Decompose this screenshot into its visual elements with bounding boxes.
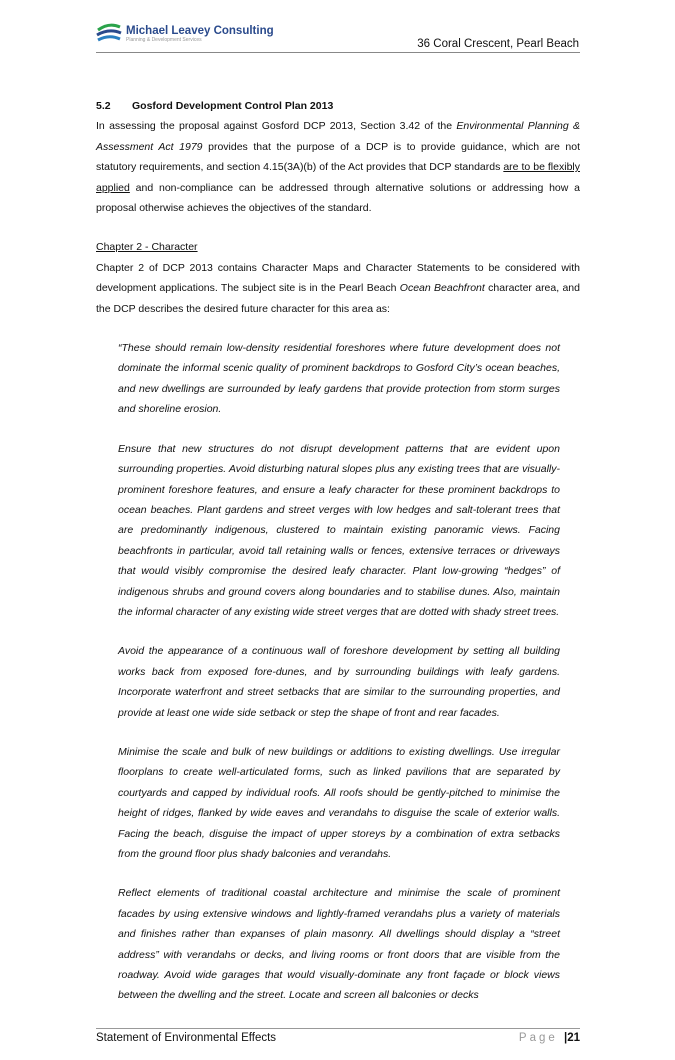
separator: | <box>563 1032 568 1045</box>
page-number-value: 21 <box>567 1032 580 1045</box>
logo-tagline: Planning & Development Services <box>126 37 202 43</box>
section-number: 5.2 <box>96 100 111 112</box>
character-area: Ocean Beachfront <box>399 282 485 295</box>
page-footer <box>96 1006 580 1060</box>
text: provides that the purpose of a DCP is to provide guidance, which are not statutory requirements, and section 4.15(3A)(b) of the Act provides that DCP standards <box>96 140 580 174</box>
chapter-paragraph <box>96 258 580 319</box>
text: character area, and the DCP describes the desired future character for this area as: <box>96 282 580 315</box>
chapter-heading: Chapter 2 - Character <box>96 241 198 254</box>
page-content <box>96 96 580 1006</box>
text: Chapter 2 of DCP 2013 contains Character Maps and Character Statements to be considered with development applications. The subject site is in the Pearl Beach <box>96 261 580 295</box>
footer-title: Statement of Environmental Effects <box>96 1032 277 1045</box>
text: In assessing the proposal against Gosford DCP 2013, Section 3.42 of the <box>96 120 457 133</box>
quote-paragraph: Avoid the appearance of a continuous wall of foreshore development by setting all building works back from exposed fore-dunes, and by surrounding buildings with leafy gardens. Incorporate waterfront and street setbacks that are similar to the surrounding properties, and provide at least one wide side setback or step the shape of front and rear facades. <box>118 645 560 719</box>
quote-paragraph: Minimise the scale and bulk of new buildings or additions to existing dwellings. Use irregular floorplans to create well-articulated forms, such as linked pavilions that are separated by courtyards and capped by individual roofs. All roofs should be gently-pitched to minimise the height of ridges, flanked by wide eaves and verandahs to disguise the scale of exterior walls. Facing the beach, disguise the impact of upper storeys by a combination of extra setbacks from the ground floor plus shady balconies and verandahs. <box>118 745 560 860</box>
header-divider <box>96 52 580 53</box>
act-name: Environmental Planning & Assessment Act 1979 <box>96 120 580 153</box>
section-heading <box>96 96 580 116</box>
logo-swoosh-icon <box>96 22 122 46</box>
intro-paragraph <box>96 116 580 218</box>
logo-name: Michael Leavey Consulting <box>126 25 274 37</box>
page-number <box>519 1032 580 1044</box>
section-title: Gosford Development Control Plan 2013 <box>132 100 334 112</box>
text: and non-compliance can be addressed through alternative solutions or addressing how a proposal otherwise achieves the objectives of the standard. <box>96 181 580 215</box>
quote-paragraph: “These should remain low-density residential foreshores where future development does not dominate the informal scenic quality of prominent backdrops to Gosford City’s ocean beaches, and new dwellings are surrounded by leafy gardens that provide protection from storm surges and shoreline erosion. <box>118 342 560 416</box>
header-address: 36 Coral Crescent, Pearl Beach <box>417 38 579 50</box>
quote-paragraph: Reflect elements of traditional coastal architecture and minimise the scale of prominent facades by using extensive windows and lightly-framed verandahs plus a variety of materials and finishes rather than expanses of plain masonry. All dwellings should display a “street address” with verandahs or decks, and living rooms or front doors that are visible from the roadway. Avoid wide garages that would visually-dominate any front façade or block views between the dwelling and the street. Locate and screen all balconies or decks <box>118 887 560 1002</box>
company-logo <box>96 22 274 46</box>
quote-paragraph: Ensure that new structures do not disrupt development patterns that are evident upon surrounding properties. Avoid disturbing natural slopes plus any existing trees that are visually-prominent foreshore features, and ensure a leafy character for these prominent backdrops to ocean beaches. Plant gardens and street verges with low hedges and salt-tolerant trees that are predominantly indigenous, clustered to maintain existing panoramic views. Facing beachfronts in particular, avoid tall retaining walls or fences, extensive terraces or driveways that would visibly compromise the desired leafy character. Plant low-growing “hedges” of indigenous shrubs and ground covers along boundaries and to stabilise dunes. Also, maintain the informal character of any existing wide street verges that are dotted with shady street trees. <box>118 442 560 618</box>
page-label: Page <box>518 1032 558 1045</box>
underlined-text: are to be flexibly applied <box>96 161 580 194</box>
